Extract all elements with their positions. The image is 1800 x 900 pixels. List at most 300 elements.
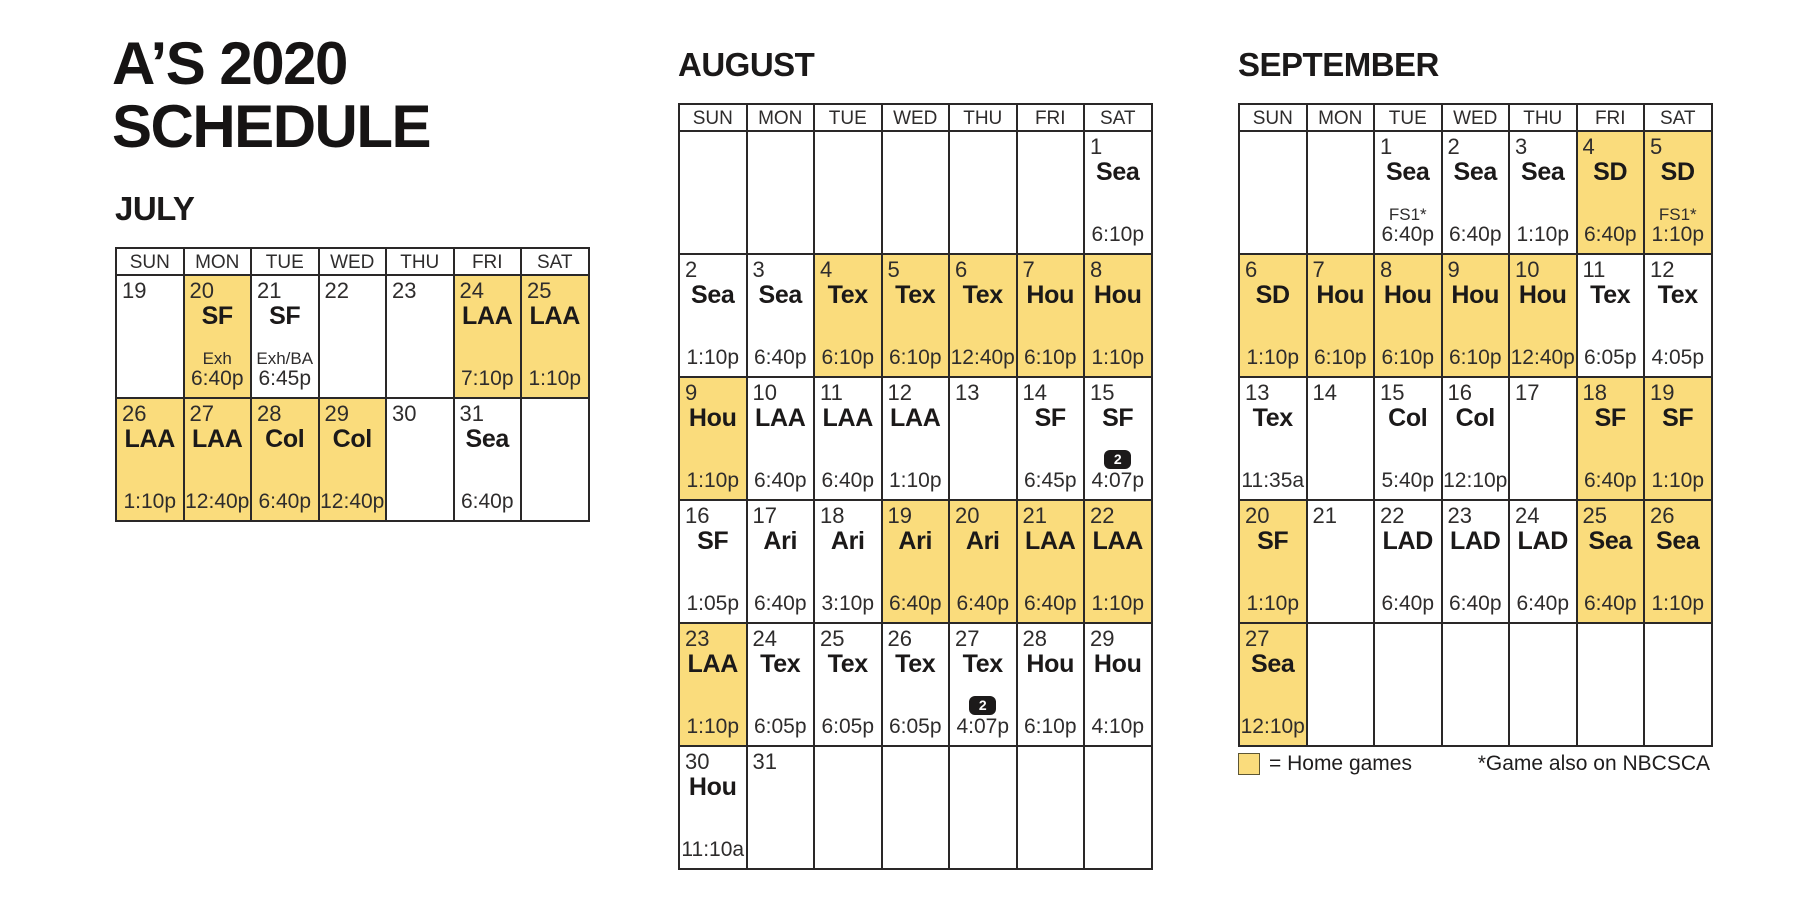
- calendar-cell: [1240, 255, 1308, 378]
- calendar-cell: [1018, 378, 1086, 501]
- calendar-cell: [883, 378, 951, 501]
- broadcast-note: FS1*: [1658, 205, 1697, 224]
- calendar-cell: [522, 276, 590, 399]
- game-time: 6:40p: [753, 469, 807, 492]
- game-time: 6:10p: [888, 346, 942, 369]
- calendar-cell: [1645, 132, 1713, 255]
- game-time: 11:35a: [1241, 469, 1305, 492]
- calendar-cell: [1308, 132, 1376, 255]
- month-title-august: AUGUST: [678, 46, 815, 83]
- opponent: LAA: [1025, 527, 1076, 555]
- game-time: 6:45p: [258, 367, 312, 390]
- date: 3: [1515, 134, 1528, 159]
- game-time: 4:07p: [956, 715, 1010, 738]
- opponent: Sea: [1588, 527, 1633, 555]
- day-header: FRI: [1578, 105, 1646, 132]
- game-time: 1:10p: [528, 367, 582, 390]
- opponent: SF: [201, 302, 233, 330]
- day-header: SAT: [1645, 105, 1713, 132]
- date: 29: [324, 401, 349, 426]
- date: 12: [1650, 257, 1675, 282]
- opponent: Hou: [1383, 281, 1432, 309]
- date: 29: [1090, 626, 1115, 651]
- game-time: 12:10p: [1443, 469, 1508, 492]
- date: 22: [1380, 503, 1405, 528]
- calendar-cell: [748, 624, 816, 747]
- opponent: Hou: [1026, 281, 1075, 309]
- calendar-cell: [748, 378, 816, 501]
- game-time: 1:10p: [1651, 592, 1705, 615]
- opponent: SF: [1662, 404, 1694, 432]
- calendar-cell: [883, 501, 951, 624]
- doubleheader-badge: [950, 696, 1016, 716]
- calendar-cell: [1443, 255, 1511, 378]
- opponent: LAD: [1517, 527, 1568, 555]
- game-time: 12:40p: [320, 490, 385, 513]
- calendar-cell: [1308, 378, 1376, 501]
- calendar-cell: [1018, 747, 1086, 870]
- date: 16: [1447, 380, 1472, 405]
- opponent: Hou: [1026, 650, 1075, 678]
- date: 26: [122, 401, 147, 426]
- date: 31: [752, 749, 777, 774]
- opponent: Ari: [830, 527, 865, 555]
- game-time: 6:40p: [753, 592, 807, 615]
- calendar-cell: [1018, 501, 1086, 624]
- date: 13: [1245, 380, 1270, 405]
- date: 24: [752, 626, 777, 651]
- game-time: 6:40p: [258, 490, 312, 513]
- calendar-cell: [1645, 255, 1713, 378]
- day-header: THU: [950, 105, 1018, 132]
- date: 7: [1022, 257, 1035, 282]
- game-time: 6:40p: [1448, 223, 1502, 246]
- date: 30: [392, 401, 417, 426]
- date: 23: [392, 278, 417, 303]
- date: 4: [820, 257, 833, 282]
- opponent: LAA: [192, 425, 243, 453]
- game-time: 1:10p: [123, 490, 177, 513]
- game-time: 6:10p: [1313, 346, 1367, 369]
- opponent: Col: [265, 425, 305, 453]
- game-time: 12:40p: [950, 346, 1015, 369]
- date: 9: [1447, 257, 1460, 282]
- date: 1: [1090, 134, 1103, 159]
- legend-broadcast-note: *Game also on NBCSCA: [1477, 752, 1710, 775]
- date: 14: [1312, 380, 1337, 405]
- game-time: 6:05p: [821, 715, 875, 738]
- game-time: 1:10p: [1651, 469, 1705, 492]
- date: 20: [955, 503, 980, 528]
- calendar-cell: [950, 501, 1018, 624]
- game-time: 6:40p: [956, 592, 1010, 615]
- opponent: Sea: [465, 425, 510, 453]
- opponent: Tex: [760, 650, 801, 678]
- date: 14: [1022, 380, 1047, 405]
- game-time: 6:45p: [1023, 469, 1077, 492]
- game-time: 4:07p: [1091, 469, 1145, 492]
- calendar-cell: [455, 276, 523, 399]
- date: 27: [1245, 626, 1270, 651]
- opponent: Hou: [1093, 281, 1142, 309]
- calendar-cell: [1240, 501, 1308, 624]
- calendar-grid-september: [1238, 103, 1713, 747]
- calendar-cell: [950, 378, 1018, 501]
- date: 23: [1447, 503, 1472, 528]
- opponent: LAD: [1450, 527, 1501, 555]
- game-time: 6:40p: [1583, 592, 1637, 615]
- opponent: LAA: [890, 404, 941, 432]
- date: 10: [752, 380, 777, 405]
- date: 6: [1245, 257, 1258, 282]
- opponent: Sea: [1095, 158, 1140, 186]
- calendar-cell: [680, 747, 748, 870]
- calendar-cell: [252, 399, 320, 522]
- broadcast-note: Exh/BA: [256, 349, 314, 368]
- date: 4: [1582, 134, 1595, 159]
- opponent: SF: [1102, 404, 1134, 432]
- calendar-cell: [950, 624, 1018, 747]
- opponent: LAD: [1382, 527, 1433, 555]
- opponent: Sea: [1385, 158, 1430, 186]
- legend-home-games: [1238, 752, 1412, 776]
- broadcast-note: FS1*: [1388, 205, 1427, 224]
- opponent: SD: [1593, 158, 1628, 186]
- day-header: WED: [320, 249, 388, 276]
- opponent: Ari: [763, 527, 798, 555]
- game-time: 6:40p: [888, 592, 942, 615]
- day-header: MON: [1308, 105, 1376, 132]
- game-time: 6:40p: [460, 490, 514, 513]
- calendar-cell: [950, 255, 1018, 378]
- opponent: SF: [269, 302, 301, 330]
- date: 20: [189, 278, 214, 303]
- date: 5: [1650, 134, 1663, 159]
- game-time: 6:40p: [1381, 223, 1435, 246]
- opponent: Tex: [1252, 404, 1293, 432]
- day-header: THU: [387, 249, 455, 276]
- game-time: 6:40p: [753, 346, 807, 369]
- calendar-cell: [1085, 501, 1153, 624]
- opponent: Tex: [895, 650, 936, 678]
- date: 15: [1090, 380, 1115, 405]
- opponent: Hou: [1316, 281, 1365, 309]
- game-time: 1:10p: [1091, 346, 1145, 369]
- calendar-cell: [117, 399, 185, 522]
- calendar-cell: [1578, 255, 1646, 378]
- calendar-cell: [522, 399, 590, 522]
- calendar-cell: [1510, 132, 1578, 255]
- date: 13: [955, 380, 980, 405]
- day-header: TUE: [1375, 105, 1443, 132]
- opponent: Hou: [688, 773, 737, 801]
- game-time: 6:40p: [1448, 592, 1502, 615]
- calendar-cell: [680, 501, 748, 624]
- opponent: Sea: [1250, 650, 1295, 678]
- game-time: 6:40p: [1381, 592, 1435, 615]
- legend: [1238, 752, 1710, 776]
- doubleheader-icon: 2: [1104, 450, 1131, 469]
- calendar-cell: [117, 276, 185, 399]
- opponent: Tex: [827, 281, 868, 309]
- day-header: SUN: [680, 105, 748, 132]
- calendar-cell: [1375, 255, 1443, 378]
- game-time: 1:10p: [686, 346, 740, 369]
- page-title-line1: A’S 2020: [112, 30, 347, 97]
- game-time: 4:05p: [1651, 346, 1705, 369]
- calendar-cell: [883, 255, 951, 378]
- game-time: 3:10p: [821, 592, 875, 615]
- legend-home-label: = Home games: [1269, 752, 1412, 775]
- calendar-cell: [1578, 624, 1646, 747]
- opponent: SD: [1660, 158, 1695, 186]
- opponent: Sea: [758, 281, 803, 309]
- opponent: Tex: [827, 650, 868, 678]
- calendar-cell: [1443, 132, 1511, 255]
- calendar-cell: [1018, 624, 1086, 747]
- opponent: SF: [697, 527, 729, 555]
- date: 8: [1380, 257, 1393, 282]
- calendar-cell: [1645, 378, 1713, 501]
- game-time: 6:40p: [1023, 592, 1077, 615]
- calendar-cell: [320, 276, 388, 399]
- date: 5: [887, 257, 900, 282]
- game-time: 6:05p: [888, 715, 942, 738]
- game-time: 6:05p: [753, 715, 807, 738]
- date: 10: [1515, 257, 1540, 282]
- day-header: MON: [748, 105, 816, 132]
- date: 27: [189, 401, 214, 426]
- date: 2: [1447, 134, 1460, 159]
- calendar-cell: [1578, 378, 1646, 501]
- calendar-grid-july: [115, 247, 590, 522]
- calendar-cell: [748, 255, 816, 378]
- calendar-cell: [455, 399, 523, 522]
- calendar-cell: [1085, 255, 1153, 378]
- opponent: Sea: [1520, 158, 1565, 186]
- game-time: 1:10p: [888, 469, 942, 492]
- calendar-cell: [815, 747, 883, 870]
- date: 19: [1650, 380, 1675, 405]
- day-header: SAT: [1085, 105, 1153, 132]
- opponent: Ari: [898, 527, 933, 555]
- date: 25: [1582, 503, 1607, 528]
- date: 24: [459, 278, 484, 303]
- game-time: 12:40p: [185, 490, 250, 513]
- game-time: 5:40p: [1381, 469, 1435, 492]
- calendar-cell: [1510, 501, 1578, 624]
- opponent: LAA: [124, 425, 175, 453]
- calendar-cell: [815, 624, 883, 747]
- july-calendar: [115, 190, 590, 522]
- date: 21: [257, 278, 282, 303]
- calendar-cell: [1240, 132, 1308, 255]
- opponent: Hou: [1518, 281, 1567, 309]
- day-header: TUE: [815, 105, 883, 132]
- calendar-cell: [1085, 378, 1153, 501]
- calendar-cell: [815, 501, 883, 624]
- date: 30: [685, 749, 710, 774]
- month-title-july: JULY: [115, 190, 195, 227]
- calendar-cell: [883, 132, 951, 255]
- date: 3: [752, 257, 765, 282]
- calendar-cell: [387, 276, 455, 399]
- calendar-cell: [680, 624, 748, 747]
- doubleheader-icon: 2: [969, 696, 996, 715]
- date: 25: [527, 278, 552, 303]
- game-time: 7:10p: [460, 367, 514, 390]
- date: 17: [1515, 380, 1540, 405]
- home-game-swatch: [1238, 753, 1260, 775]
- calendar-cell: [680, 132, 748, 255]
- calendar-cell: [680, 378, 748, 501]
- date: 31: [459, 401, 484, 426]
- day-header: FRI: [1018, 105, 1086, 132]
- calendar-cell: [1443, 501, 1511, 624]
- game-time: 6:40p: [1583, 469, 1637, 492]
- game-time: 6:10p: [1381, 346, 1435, 369]
- opponent: Ari: [965, 527, 1000, 555]
- date: 9: [685, 380, 698, 405]
- day-header: WED: [1443, 105, 1511, 132]
- opponent: SF: [1034, 404, 1066, 432]
- opponent: LAA: [1092, 527, 1143, 555]
- game-time: 1:10p: [1091, 592, 1145, 615]
- calendar-cell: [748, 501, 816, 624]
- opponent: LAA: [462, 302, 513, 330]
- calendar-cell: [1308, 255, 1376, 378]
- date: 24: [1515, 503, 1540, 528]
- day-header: SUN: [117, 249, 185, 276]
- calendar-cell: [1443, 378, 1511, 501]
- date: 19: [887, 503, 912, 528]
- date: 8: [1090, 257, 1103, 282]
- opponent: Sea: [690, 281, 735, 309]
- day-header: WED: [883, 105, 951, 132]
- game-time: 6:40p: [1516, 592, 1570, 615]
- opponent: Tex: [962, 281, 1003, 309]
- calendar-cell: [1085, 747, 1153, 870]
- game-time: 6:05p: [1583, 346, 1637, 369]
- date: 21: [1022, 503, 1047, 528]
- calendar-cell: [1645, 501, 1713, 624]
- date: 7: [1312, 257, 1325, 282]
- game-time: 6:10p: [1023, 715, 1077, 738]
- opponent: LAA: [755, 404, 806, 432]
- september-calendar: [1238, 46, 1713, 747]
- calendar-cell: [680, 255, 748, 378]
- opponent: LAA: [822, 404, 873, 432]
- opponent: Hou: [1093, 650, 1142, 678]
- opponent: SF: [1594, 404, 1626, 432]
- date: 18: [1582, 380, 1607, 405]
- opponent: SF: [1257, 527, 1289, 555]
- opponent: Col: [1388, 404, 1428, 432]
- calendar-cell: [748, 747, 816, 870]
- calendar-cell: [815, 378, 883, 501]
- day-header: SAT: [522, 249, 590, 276]
- opponent: Hou: [688, 404, 737, 432]
- game-time: 6:10p: [821, 346, 875, 369]
- date: 28: [1022, 626, 1047, 651]
- date: 16: [685, 503, 710, 528]
- calendar-cell: [748, 132, 816, 255]
- day-header: FRI: [455, 249, 523, 276]
- calendar-cell: [1578, 501, 1646, 624]
- opponent: Col: [1455, 404, 1495, 432]
- day-header: TUE: [252, 249, 320, 276]
- game-time: 6:40p: [1583, 223, 1637, 246]
- date: 22: [1090, 503, 1115, 528]
- calendar-cell: [950, 132, 1018, 255]
- date: 23: [685, 626, 710, 651]
- opponent: Hou: [1451, 281, 1500, 309]
- calendar-grid-august: [678, 103, 1153, 870]
- page-title: [112, 32, 430, 158]
- calendar-cell: [950, 747, 1018, 870]
- calendar-cell: [883, 747, 951, 870]
- game-time: 1:10p: [1246, 592, 1300, 615]
- game-time: 1:10p: [1651, 223, 1705, 246]
- calendar-cell: [1443, 624, 1511, 747]
- game-time: 12:10p: [1240, 715, 1305, 738]
- date: 26: [1650, 503, 1675, 528]
- calendar-cell: [1240, 624, 1308, 747]
- calendar-cell: [1510, 378, 1578, 501]
- game-time: 6:10p: [1023, 346, 1077, 369]
- game-time: 6:10p: [1448, 346, 1502, 369]
- doubleheader-badge: [1085, 450, 1151, 470]
- opponent: Col: [332, 425, 372, 453]
- calendar-cell: [1375, 624, 1443, 747]
- date: 18: [820, 503, 845, 528]
- opponent: LAA: [529, 302, 580, 330]
- game-time: 6:40p: [821, 469, 875, 492]
- day-header: SUN: [1240, 105, 1308, 132]
- calendar-cell: [1085, 624, 1153, 747]
- day-header: MON: [185, 249, 253, 276]
- opponent: Tex: [895, 281, 936, 309]
- opponent: Tex: [1590, 281, 1631, 309]
- date: 22: [324, 278, 349, 303]
- date: 26: [887, 626, 912, 651]
- game-time: 1:10p: [686, 469, 740, 492]
- date: 15: [1380, 380, 1405, 405]
- game-time: 6:40p: [190, 367, 244, 390]
- calendar-cell: [1308, 501, 1376, 624]
- calendar-cell: [185, 276, 253, 399]
- date: 19: [122, 278, 147, 303]
- opponent: SD: [1255, 281, 1290, 309]
- calendar-cell: [1018, 132, 1086, 255]
- calendar-cell: [185, 399, 253, 522]
- date: 20: [1245, 503, 1270, 528]
- calendar-cell: [1578, 132, 1646, 255]
- date: 2: [685, 257, 698, 282]
- date: 12: [887, 380, 912, 405]
- calendar-cell: [1375, 132, 1443, 255]
- game-time: 1:10p: [1246, 346, 1300, 369]
- game-time: 1:10p: [686, 715, 740, 738]
- game-time: 4:10p: [1091, 715, 1145, 738]
- calendar-cell: [252, 276, 320, 399]
- page-title-line2: SCHEDULE: [112, 93, 431, 160]
- date: 27: [955, 626, 980, 651]
- calendar-cell: [1375, 378, 1443, 501]
- broadcast-note: Exh: [202, 349, 232, 368]
- opponent: LAA: [687, 650, 738, 678]
- calendar-cell: [883, 624, 951, 747]
